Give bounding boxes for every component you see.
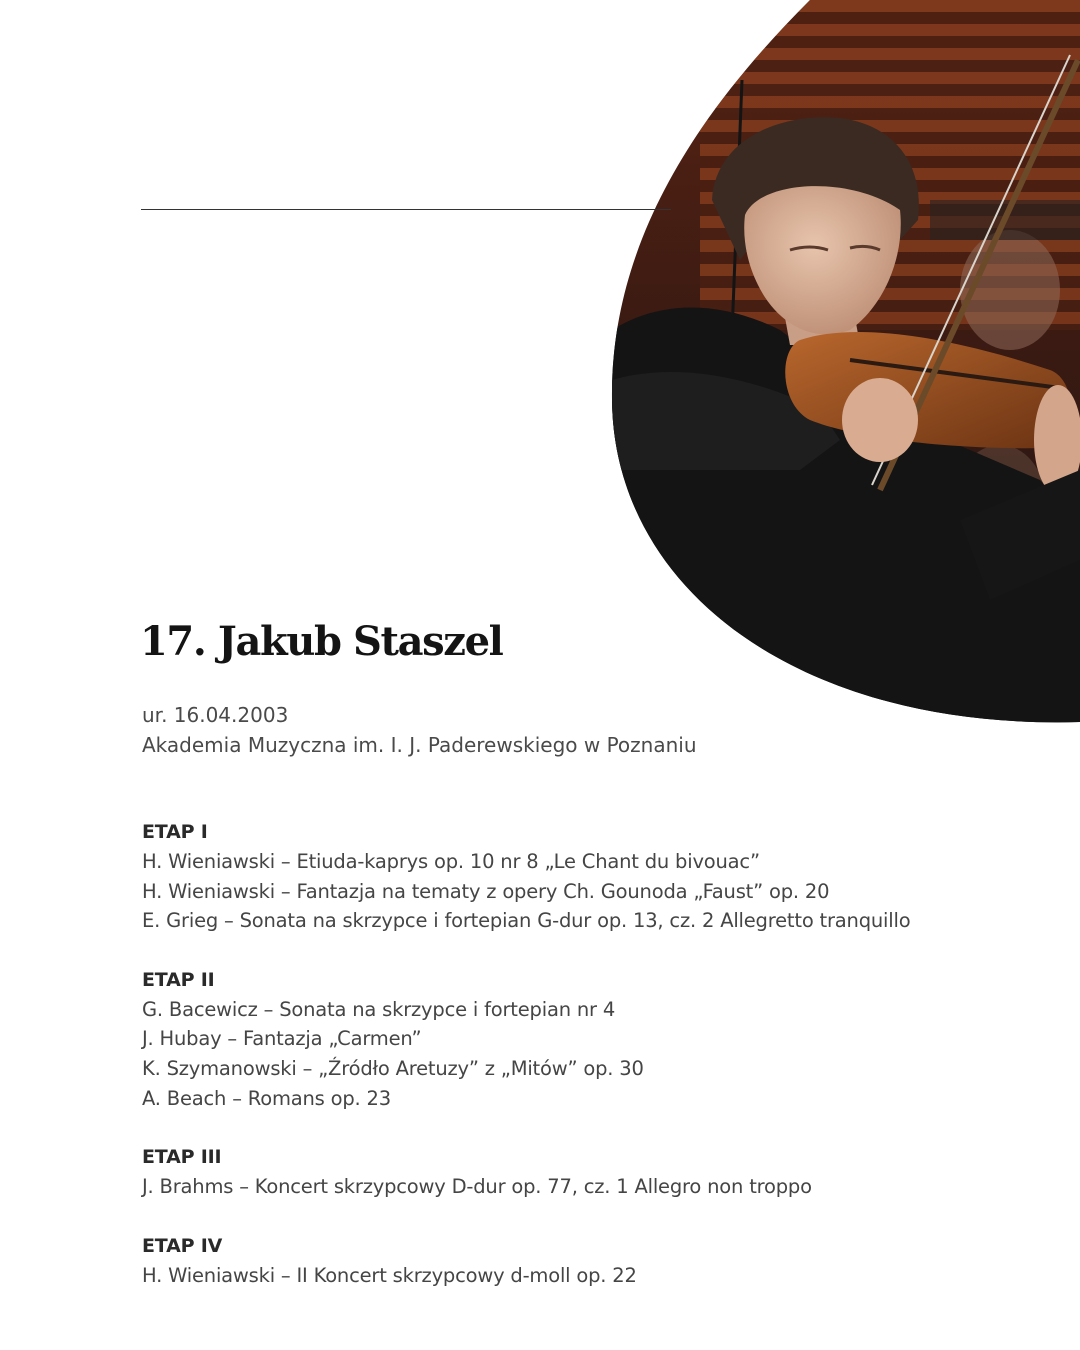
- work-item: J. Brahms – Koncert skrzypcowy D-dur op. 77, cz. 1 Allegro non troppo: [142, 1175, 812, 1199]
- stage-3: [142, 1142, 1042, 1202]
- stage-heading: ETAP I: [142, 821, 208, 843]
- stage-2: [142, 965, 1042, 1113]
- stage-heading: ETAP IV: [142, 1234, 223, 1257]
- school-name: Akademia Muzyczna im. I. J. Paderewskiego w Poznaniu: [142, 733, 697, 757]
- work-item: H. Wieniawski – II Koncert skrzypcowy d-moll op. 22: [142, 1263, 637, 1287]
- birth-date: ur. 16.04.2003: [142, 703, 289, 727]
- work-item: H. Wieniawski – Fantazja na tematy z opery Ch. Gounoda „Faust” op. 20: [142, 879, 830, 903]
- work-item: G. Bacewicz – Sonata na skrzypce i fortepian nr 4: [142, 997, 616, 1021]
- bio: [142, 700, 697, 760]
- work-item: K. Szymanowski – „Źródło Aretuzy” z „Mitów” op. 30: [142, 1056, 644, 1080]
- stage-4: [142, 1231, 1042, 1291]
- work-item: H. Wieniawski – Etiuda-kaprys op. 10 nr 8 „Le Chant du bivouac”: [142, 850, 760, 873]
- stage-heading: ETAP III: [142, 1146, 222, 1169]
- program-stages: [142, 817, 1042, 1290]
- work-item: A. Beach – Romans op. 23: [142, 1086, 391, 1110]
- work-item: E. Grieg – Sonata na skrzypce i fortepian G-dur op. 13, cz. 2 Allegretto tranquillo: [142, 909, 911, 933]
- divider-line: [141, 209, 671, 210]
- page-title: 17. Jakub Staszel: [140, 618, 503, 665]
- stage-1: [142, 817, 1042, 936]
- work-item: J. Hubay – Fantazja „Carmen”: [142, 1027, 422, 1051]
- stage-heading: ETAP II: [142, 968, 215, 991]
